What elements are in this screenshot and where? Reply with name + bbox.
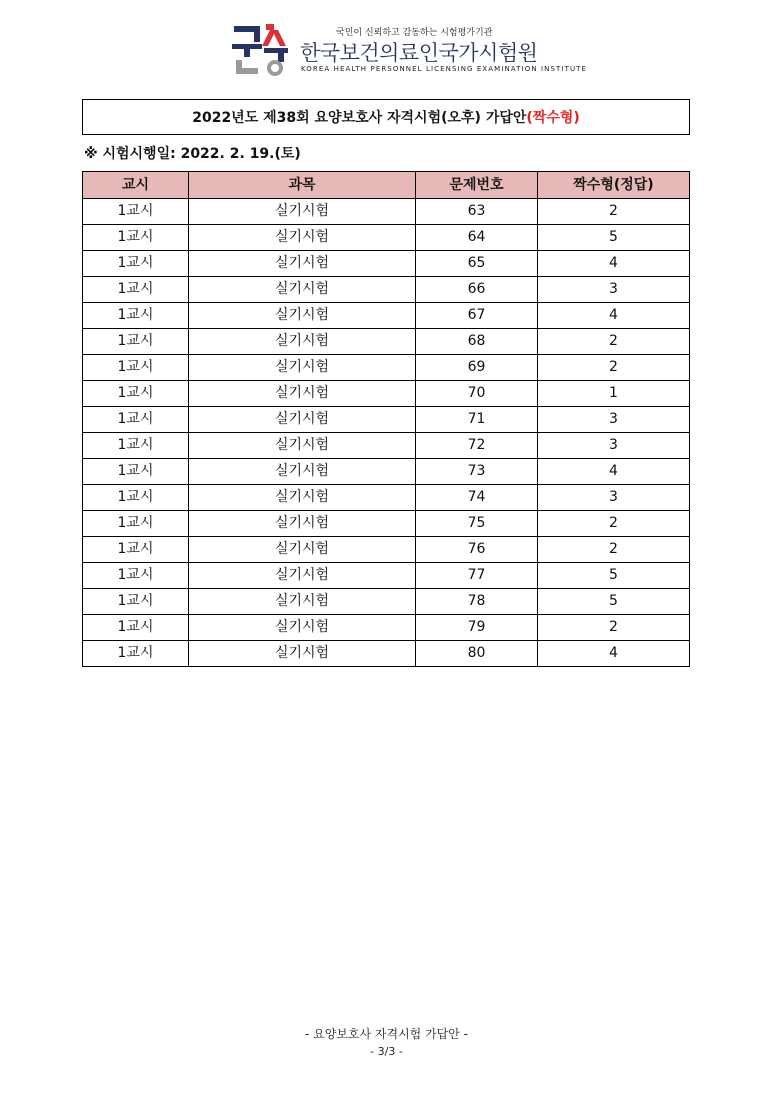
table-row: [83, 641, 690, 667]
question-number-cell: 74: [416, 485, 538, 511]
question-number-cell: 77: [416, 563, 538, 589]
subject-cell: 실기시험: [189, 485, 416, 511]
footer-doc-name: - 요양보호사 자격시험 가답안 -: [304, 1027, 469, 1041]
subject-cell: 실기시험: [189, 199, 416, 225]
subject-cell: 실기시험: [189, 563, 416, 589]
answer-cell: 2: [538, 511, 690, 537]
answer-cell: 4: [538, 641, 690, 667]
table-row: [83, 303, 690, 329]
table-row: [83, 381, 690, 407]
table-row: [83, 251, 690, 277]
column-header: 교시: [83, 172, 189, 199]
table-row: [83, 277, 690, 303]
session-cell: 1교시: [83, 615, 189, 641]
page-number: - 3/3 -: [370, 1045, 403, 1058]
title-main: 2022년도 제38회 요양보호사 자격시험(오후) 가답안: [192, 110, 527, 126]
column-header: 과목: [189, 172, 416, 199]
question-number-cell: 63: [416, 199, 538, 225]
document-title: [82, 99, 690, 135]
session-cell: 1교시: [83, 199, 189, 225]
session-cell: 1교시: [83, 641, 189, 667]
answer-cell: 4: [538, 459, 690, 485]
table-row: [83, 615, 690, 641]
table-row: [83, 355, 690, 381]
subject-cell: 실기시험: [189, 589, 416, 615]
table-row: [83, 485, 690, 511]
column-header: 문제번호: [416, 172, 538, 199]
session-cell: 1교시: [83, 329, 189, 355]
answer-cell: 3: [538, 407, 690, 433]
subject-cell: 실기시험: [189, 511, 416, 537]
subject-cell: 실기시험: [189, 355, 416, 381]
table-row: [83, 433, 690, 459]
question-number-cell: 66: [416, 277, 538, 303]
session-cell: 1교시: [83, 563, 189, 589]
page-header: [232, 22, 588, 78]
answer-cell: 5: [538, 563, 690, 589]
subject-cell: 실기시험: [189, 277, 416, 303]
subject-cell: 실기시험: [189, 537, 416, 563]
org-name: 한국보건의료인국가시험원: [300, 41, 538, 65]
session-cell: 1교시: [83, 485, 189, 511]
table-row: [83, 329, 690, 355]
answer-cell: 4: [538, 303, 690, 329]
answer-cell: 3: [538, 485, 690, 511]
table-header-row: [83, 172, 690, 199]
table-row: [83, 563, 690, 589]
session-cell: 1교시: [83, 355, 189, 381]
table-row: [83, 511, 690, 537]
title-highlight: (짝수형): [526, 110, 580, 126]
question-number-cell: 78: [416, 589, 538, 615]
org-name-english: KOREA HEALTH PERSONNEL LICENSING EXAMINATION INSTITUTE: [301, 65, 588, 73]
session-cell: 1교시: [83, 251, 189, 277]
answer-cell: 5: [538, 589, 690, 615]
answer-cell: 2: [538, 615, 690, 641]
table-row: [83, 537, 690, 563]
question-number-cell: 67: [416, 303, 538, 329]
question-number-cell: 80: [416, 641, 538, 667]
subject-cell: 실기시험: [189, 615, 416, 641]
question-number-cell: 69: [416, 355, 538, 381]
session-cell: 1교시: [83, 433, 189, 459]
subject-cell: 실기시험: [189, 641, 416, 667]
column-header: 짝수형(정답): [538, 172, 690, 199]
answer-cell: 2: [538, 199, 690, 225]
subject-cell: 실기시험: [189, 329, 416, 355]
exam-date: ※ 시험시행일: 2022. 2. 19.(토): [84, 146, 301, 162]
answer-cell: 3: [538, 433, 690, 459]
answer-cell: 5: [538, 225, 690, 251]
answer-table-body: [83, 199, 690, 667]
session-cell: 1교시: [83, 381, 189, 407]
session-cell: 1교시: [83, 277, 189, 303]
table-row: [83, 589, 690, 615]
subject-cell: 실기시험: [189, 381, 416, 407]
org-slogan: 국민이 신뢰하고 감동하는 시험평가기관: [336, 28, 493, 38]
subject-cell: 실기시험: [189, 225, 416, 251]
question-number-cell: 72: [416, 433, 538, 459]
subject-cell: 실기시험: [189, 433, 416, 459]
session-cell: 1교시: [83, 459, 189, 485]
table-row: [83, 225, 690, 251]
table-row: [83, 199, 690, 225]
session-cell: 1교시: [83, 407, 189, 433]
table-row: [83, 459, 690, 485]
subject-cell: 실기시험: [189, 303, 416, 329]
session-cell: 1교시: [83, 537, 189, 563]
session-cell: 1교시: [83, 225, 189, 251]
question-number-cell: 75: [416, 511, 538, 537]
session-cell: 1교시: [83, 511, 189, 537]
question-number-cell: 68: [416, 329, 538, 355]
answer-cell: 3: [538, 277, 690, 303]
question-number-cell: 64: [416, 225, 538, 251]
kuksiwon-logo: [232, 24, 292, 76]
answer-cell: 4: [538, 251, 690, 277]
subject-cell: 실기시험: [189, 251, 416, 277]
answer-cell: 2: [538, 537, 690, 563]
question-number-cell: 76: [416, 537, 538, 563]
question-number-cell: 79: [416, 615, 538, 641]
question-number-cell: 73: [416, 459, 538, 485]
answer-table: [82, 171, 690, 667]
question-number-cell: 71: [416, 407, 538, 433]
table-row: [83, 407, 690, 433]
subject-cell: 실기시험: [189, 407, 416, 433]
answer-cell: 2: [538, 329, 690, 355]
answer-cell: 2: [538, 355, 690, 381]
answer-cell: 1: [538, 381, 690, 407]
session-cell: 1교시: [83, 589, 189, 615]
question-number-cell: 65: [416, 251, 538, 277]
question-number-cell: 70: [416, 381, 538, 407]
subject-cell: 실기시험: [189, 459, 416, 485]
session-cell: 1교시: [83, 303, 189, 329]
